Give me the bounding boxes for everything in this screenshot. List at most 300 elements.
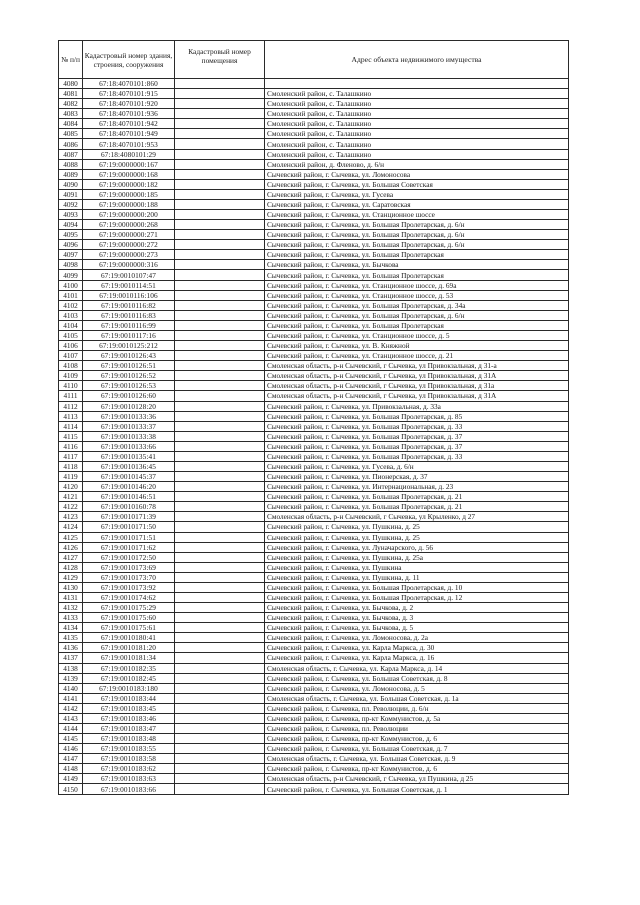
cadastral-building-cell: 67:19:0010126:52 [83, 371, 175, 381]
table-row [59, 472, 569, 482]
table-row [59, 663, 569, 673]
cadastral-building-cell: 67:19:0010172:50 [83, 552, 175, 562]
row-number-cell: 4080 [59, 79, 83, 89]
cadastral-building-cell: 67:19:0010173:70 [83, 572, 175, 582]
row-number-cell: 4114 [59, 421, 83, 431]
cadastral-building-cell: 67:19:0010183:55 [83, 744, 175, 754]
cadastral-premises-cell [175, 89, 265, 99]
row-number-cell: 4091 [59, 189, 83, 199]
header-num [59, 41, 83, 79]
table-row [59, 572, 569, 582]
cadastral-premises-cell [175, 179, 265, 189]
address-cell: Смоленская область, р-н Сычевский, г Сычевка, ул Пушкина, д 25 [265, 774, 569, 784]
table-row [59, 300, 569, 310]
table-row [59, 744, 569, 754]
table-row [59, 512, 569, 522]
row-number-cell: 4125 [59, 532, 83, 542]
table-row [59, 401, 569, 411]
row-number-cell: 4092 [59, 199, 83, 209]
address-cell: Сычевский район, г. Сычевка, ул. Большая Советская, д. 1 [265, 784, 569, 794]
cadastral-building-cell: 67:19:0010175:60 [83, 613, 175, 623]
cadastral-building-cell: 67:19:0010126:60 [83, 391, 175, 401]
cadastral-building-cell: 67:19:0000000:271 [83, 230, 175, 240]
row-number-cell: 4122 [59, 502, 83, 512]
cadastral-premises-cell [175, 592, 265, 602]
cadastral-building-cell: 67:19:0010183:47 [83, 724, 175, 734]
table-row [59, 673, 569, 683]
cadastral-premises-cell [175, 79, 265, 89]
row-number-cell: 4127 [59, 552, 83, 562]
header-address-label: Адрес объекта недвижимого имущества [351, 55, 482, 64]
cadastral-premises-cell [175, 734, 265, 744]
cadastral-building-cell: 67:19:0000000:272 [83, 240, 175, 250]
address-cell: Сычевский район, г. Сычевка, ул. Гусева [265, 189, 569, 199]
cadastral-building-cell: 67:19:0010183:63 [83, 774, 175, 784]
cadastral-building-cell: 67:18:4070101:953 [83, 139, 175, 149]
address-cell: Сычевский район, г. Сычевка, ул. Карла Маркса, д. 30 [265, 643, 569, 653]
address-cell: Сычевский район, г. Сычевка, ул. Большая Пролетарская, д. 33 [265, 451, 569, 461]
table-row [59, 724, 569, 734]
header-cad-building [83, 41, 175, 79]
address-cell: Сычевский район, г. Сычевка, ул. Большая Пролетарская, д. 6/н [265, 220, 569, 230]
address-cell: Сычевский район, г. Сычевка, ул. Большая Пролетарская, д. 85 [265, 411, 569, 421]
table-row [59, 552, 569, 562]
row-number-cell: 4104 [59, 320, 83, 330]
address-cell: Смоленский район, с. Талашкино [265, 129, 569, 139]
table-row [59, 592, 569, 602]
cadastral-building-cell: 67:19:0010173:92 [83, 582, 175, 592]
cadastral-premises-cell [175, 199, 265, 209]
cadastral-premises-cell [175, 512, 265, 522]
row-number-cell: 4135 [59, 633, 83, 643]
address-cell: Сычевский район, г. Сычевка, ул. Пионерская, д. 37 [265, 472, 569, 482]
table-row [59, 320, 569, 330]
address-cell: Смоленский район, с. Талашкино [265, 149, 569, 159]
row-number-cell: 4146 [59, 744, 83, 754]
cadastral-building-cell: 67:19:0010146:20 [83, 482, 175, 492]
address-cell: Сычевский район, г. Сычевка, ул. Карла Маркса, д. 16 [265, 653, 569, 663]
cadastral-premises-cell [175, 724, 265, 734]
address-cell: Сычевский район, г. Сычевка, ул. Большая Советская [265, 179, 569, 189]
table-row [59, 189, 569, 199]
address-cell: Сычевский район, г. Сычевка, ул. Станционное шоссе, д. 53 [265, 290, 569, 300]
table-row [59, 351, 569, 361]
cadastral-building-cell: 67:19:0010171:50 [83, 522, 175, 532]
cadastral-premises-cell [175, 582, 265, 592]
cadastral-premises-cell [175, 764, 265, 774]
cadastral-building-cell: 67:18:4070101:860 [83, 79, 175, 89]
cadastral-premises-cell [175, 643, 265, 653]
address-cell: Сычевский район, г. Сычевка, ул. Большая Пролетарская, д. 21 [265, 492, 569, 502]
header-cad-building-label: Кадастровый номер здания, строения, сооружения [84, 50, 173, 69]
cadastral-premises-cell [175, 562, 265, 572]
address-cell: Сычевский район, г. Сычевка, ул. Большая Пролетарская, д. 37 [265, 441, 569, 451]
cadastral-premises-cell [175, 381, 265, 391]
address-cell: Сычевский район, г. Сычевка, ул. Привокзальная, д. 33а [265, 401, 569, 411]
row-number-cell: 4086 [59, 139, 83, 149]
address-cell: Сычевский район, г. Сычевка, ул. Пушкина, д. 25 [265, 522, 569, 532]
cadastral-premises-cell [175, 119, 265, 129]
table-row [59, 613, 569, 623]
row-number-cell: 4118 [59, 461, 83, 471]
table-row [59, 371, 569, 381]
cadastral-premises-cell [175, 522, 265, 532]
cadastral-premises-cell [175, 703, 265, 713]
address-cell: Сычевский район, г. Сычевка, ул. Бычкова, д. 5 [265, 623, 569, 633]
row-number-cell: 4132 [59, 603, 83, 613]
table-row [59, 562, 569, 572]
row-number-cell: 4106 [59, 341, 83, 351]
table-row [59, 441, 569, 451]
cadastral-premises-cell [175, 431, 265, 441]
cadastral-premises-cell [175, 683, 265, 693]
cadastral-premises-cell [175, 461, 265, 471]
cadastral-premises-cell [175, 633, 265, 643]
table-row [59, 210, 569, 220]
cadastral-premises-cell [175, 623, 265, 633]
row-number-cell: 4145 [59, 734, 83, 744]
address-cell: Сычевский район, г. Сычевка, ул. Большая Пролетарская [265, 270, 569, 280]
table-row [59, 532, 569, 542]
row-number-cell: 4081 [59, 89, 83, 99]
row-number-cell: 4133 [59, 613, 83, 623]
table-row [59, 109, 569, 119]
row-number-cell: 4131 [59, 592, 83, 602]
cadastral-building-cell: 67:19:0010183:46 [83, 713, 175, 723]
table-row [59, 461, 569, 471]
address-cell: Смоленская область, р-н Сычевский, г Сычевка, ул Крыленко, д 27 [265, 512, 569, 522]
row-number-cell: 4117 [59, 451, 83, 461]
cadastral-building-cell: 67:19:0010107:47 [83, 270, 175, 280]
cadastral-premises-cell [175, 310, 265, 320]
cadastral-premises-cell [175, 774, 265, 784]
row-number-cell: 4110 [59, 381, 83, 391]
table-row [59, 260, 569, 270]
address-cell: Сычевский район, г. Сычевка, ул. Большая Пролетарская [265, 320, 569, 330]
address-cell: Смоленская область, р-н Сычевский, г Сычевка, ул Привокзальная, д 31А [265, 371, 569, 381]
cadastral-premises-cell [175, 572, 265, 582]
cadastral-building-cell: 67:19:0010133:37 [83, 421, 175, 431]
address-cell: Сычевский район, г. Сычевка, ул. Большая Пролетарская, д. 34а [265, 300, 569, 310]
address-cell: Сычевский район, г. Сычевка, ул. Большая Пролетарская [265, 250, 569, 260]
cadastral-building-cell: 67:19:0010183:66 [83, 784, 175, 794]
address-cell: Смоленская область, р-н Сычевский, г Сычевка, ул Привокзальная, д 31а [265, 381, 569, 391]
cadastral-premises-cell [175, 613, 265, 623]
address-cell: Сычевский район, г. Сычевка, пр-кт Коммунистов, д. 6 [265, 764, 569, 774]
address-cell: Сычевский район, г. Сычевка, ул. Станционное шоссе [265, 210, 569, 220]
cadastral-building-cell: 67:19:0000000:185 [83, 189, 175, 199]
address-cell: Сычевский район, г. Сычевка, ул. Большая Советская, д. 7 [265, 744, 569, 754]
cadastral-building-cell: 67:19:0010173:69 [83, 562, 175, 572]
address-cell: Сычевский район, г. Сычевка, ул. Бычкова, д. 3 [265, 613, 569, 623]
cadastral-premises-cell [175, 472, 265, 482]
row-number-cell: 4085 [59, 129, 83, 139]
table-row [59, 270, 569, 280]
cadastral-premises-cell [175, 99, 265, 109]
cadastral-premises-cell [175, 330, 265, 340]
table-row [59, 703, 569, 713]
cadastral-building-cell: 67:19:0010175:61 [83, 623, 175, 633]
cadastral-premises-cell [175, 532, 265, 542]
address-cell: Смоленский район, с. Талашкино [265, 139, 569, 149]
cadastral-building-cell: 67:19:0010126:53 [83, 381, 175, 391]
header-cad-premises [175, 41, 265, 79]
cadastral-building-cell: 67:19:0010182:35 [83, 663, 175, 673]
table-row [59, 89, 569, 99]
table-row [59, 250, 569, 260]
cadastral-building-cell: 67:19:0010146:51 [83, 492, 175, 502]
table-row [59, 361, 569, 371]
row-number-cell: 4142 [59, 703, 83, 713]
row-number-cell: 4148 [59, 764, 83, 774]
table-row [59, 693, 569, 703]
cadastral-building-cell: 67:19:0000000:182 [83, 179, 175, 189]
cadastral-building-cell: 67:19:0010182:45 [83, 673, 175, 683]
cadastral-building-cell: 67:19:0000000:268 [83, 220, 175, 230]
cadastral-premises-cell [175, 411, 265, 421]
row-number-cell: 4119 [59, 472, 83, 482]
table-row [59, 734, 569, 744]
cadastral-building-cell: 67:19:0010116:83 [83, 310, 175, 320]
address-cell: Сычевский район, г. Сычевка, ул. Большая Пролетарская, д. 33 [265, 421, 569, 431]
table-row [59, 79, 569, 89]
cadastral-building-cell: 67:19:0010116:99 [83, 320, 175, 330]
table-row [59, 643, 569, 653]
row-number-cell: 4090 [59, 179, 83, 189]
cadastral-building-cell: 67:19:0010160:78 [83, 502, 175, 512]
row-number-cell: 4116 [59, 441, 83, 451]
cadastral-premises-cell [175, 129, 265, 139]
row-number-cell: 4143 [59, 713, 83, 723]
address-cell: Сычевский район, г. Сычевка, ул. В. Княжной [265, 341, 569, 351]
table-row [59, 310, 569, 320]
header-address [265, 41, 569, 79]
address-cell: Смоленская область, р-н Сычевский, г Сычевка, ул Привокзальная, д 31-а [265, 361, 569, 371]
cadastral-premises-cell [175, 391, 265, 401]
row-number-cell: 4105 [59, 330, 83, 340]
row-number-cell: 4130 [59, 582, 83, 592]
row-number-cell: 4140 [59, 683, 83, 693]
address-cell: Сычевский район, г. Сычевка, ул. Луначарского, д. 56 [265, 542, 569, 552]
table-row [59, 683, 569, 693]
cadastral-building-cell: 67:19:0010183:44 [83, 693, 175, 703]
cadastral-building-cell: 67:19:0010136:45 [83, 461, 175, 471]
table-row [59, 431, 569, 441]
row-number-cell: 4111 [59, 391, 83, 401]
row-number-cell: 4103 [59, 310, 83, 320]
cadastral-building-cell: 67:19:0000000:273 [83, 250, 175, 260]
cadastral-building-cell: 67:19:0010133:38 [83, 431, 175, 441]
cadastral-building-cell: 67:19:0010180:41 [83, 633, 175, 643]
address-cell: Сычевский район, г. Сычевка, ул. Гусева, д. 6/н [265, 461, 569, 471]
table-header-row [59, 41, 569, 79]
address-cell: Смоленский район, д. Фленово, д. 6/н [265, 159, 569, 169]
row-number-cell: 4083 [59, 109, 83, 119]
table-row [59, 199, 569, 209]
address-cell: Сычевский район, г. Сычевка, пр-кт Коммунистов, д. 6 [265, 734, 569, 744]
cadastral-building-cell: 67:19:0000000:316 [83, 260, 175, 270]
cadastral-building-cell: 67:19:0010174:62 [83, 592, 175, 602]
cadastral-premises-cell [175, 270, 265, 280]
table-row [59, 633, 569, 643]
cadastral-premises-cell [175, 341, 265, 351]
cadastral-building-cell: 67:18:4070101:949 [83, 129, 175, 139]
address-cell: Сычевский район, г. Сычевка, ул. Пушкина, д. 25 [265, 532, 569, 542]
table-row [59, 129, 569, 139]
cadastral-building-cell: 67:19:0010175:29 [83, 603, 175, 613]
property-table [58, 40, 569, 795]
table-row [59, 522, 569, 532]
row-number-cell: 4098 [59, 260, 83, 270]
table-row [59, 421, 569, 431]
row-number-cell: 4129 [59, 572, 83, 582]
address-cell: Сычевский район, г. Сычевка, ул. Большая Пролетарская, д. 6/н [265, 230, 569, 240]
cadastral-building-cell: 67:18:4070101:915 [83, 89, 175, 99]
address-cell: Смоленский район, с. Талашкино [265, 89, 569, 99]
address-cell: Смоленский район, с. Талашкино [265, 119, 569, 129]
cadastral-premises-cell [175, 663, 265, 673]
table-row [59, 220, 569, 230]
table-row [59, 411, 569, 421]
cadastral-building-cell: 67:19:0000000:168 [83, 169, 175, 179]
address-cell: Сычевский район, г. Сычевка, ул. Интернациональная, д. 23 [265, 482, 569, 492]
cadastral-building-cell: 67:19:0010183:45 [83, 703, 175, 713]
cadastral-building-cell: 67:19:0010183:48 [83, 734, 175, 744]
cadastral-premises-cell [175, 159, 265, 169]
cadastral-premises-cell [175, 189, 265, 199]
cadastral-premises-cell [175, 371, 265, 381]
row-number-cell: 4147 [59, 754, 83, 764]
table-row [59, 391, 569, 401]
table-row [59, 240, 569, 250]
cadastral-premises-cell [175, 542, 265, 552]
row-number-cell: 4150 [59, 784, 83, 794]
cadastral-building-cell: 67:19:0010183:58 [83, 754, 175, 764]
table-row [59, 713, 569, 723]
address-cell: Сычевский район, г. Сычевка, пл. Революции [265, 724, 569, 734]
row-number-cell: 4101 [59, 290, 83, 300]
address-cell: Сычевский район, г. Сычевка, ул. Большая Пролетарская, д. 10 [265, 582, 569, 592]
cadastral-premises-cell [175, 492, 265, 502]
header-num-label: № п/п [61, 55, 80, 64]
row-number-cell: 4134 [59, 623, 83, 633]
row-number-cell: 4099 [59, 270, 83, 280]
row-number-cell: 4082 [59, 99, 83, 109]
cadastral-premises-cell [175, 552, 265, 562]
address-cell: Сычевский район, г. Сычевка, ул. Станционное шоссе, д. 21 [265, 351, 569, 361]
cadastral-premises-cell [175, 754, 265, 764]
row-number-cell: 4138 [59, 663, 83, 673]
row-number-cell: 4096 [59, 240, 83, 250]
table-row [59, 169, 569, 179]
table-row [59, 582, 569, 592]
address-cell: Сычевский район, г. Сычевка, ул. Саратовская [265, 199, 569, 209]
cadastral-premises-cell [175, 713, 265, 723]
address-cell: Смоленский район, с. Талашкино [265, 99, 569, 109]
cadastral-premises-cell [175, 230, 265, 240]
cadastral-premises-cell [175, 421, 265, 431]
cadastral-premises-cell [175, 300, 265, 310]
cadastral-building-cell: 67:19:0010128:20 [83, 401, 175, 411]
address-cell: Сычевский район, г. Сычевка, пр-кт Коммунистов, д. 5а [265, 713, 569, 723]
cadastral-building-cell: 67:19:0010126:51 [83, 361, 175, 371]
row-number-cell: 4144 [59, 724, 83, 734]
address-cell: Сычевский район, г. Сычевка, ул. Большая Пролетарская, д. 12 [265, 592, 569, 602]
cadastral-building-cell: 67:19:0010145:37 [83, 472, 175, 482]
table-row [59, 542, 569, 552]
header-cad-premises-label: Кадастровый номер помещения [188, 47, 251, 65]
cadastral-building-cell: 67:19:0010181:34 [83, 653, 175, 663]
cadastral-building-cell: 67:19:0010114:51 [83, 280, 175, 290]
address-cell: Сычевский район, г. Сычевка, ул. Большая Пролетарская, д. 37 [265, 431, 569, 441]
table-row [59, 774, 569, 784]
cadastral-premises-cell [175, 401, 265, 411]
row-number-cell: 4128 [59, 562, 83, 572]
row-number-cell: 4136 [59, 643, 83, 653]
table-row [59, 764, 569, 774]
table-row [59, 230, 569, 240]
cadastral-building-cell: 67:19:0010183:180 [83, 683, 175, 693]
table-row [59, 159, 569, 169]
row-number-cell: 4123 [59, 512, 83, 522]
table-row [59, 280, 569, 290]
cadastral-building-cell: 67:18:4070101:920 [83, 99, 175, 109]
cadastral-premises-cell [175, 290, 265, 300]
cadastral-premises-cell [175, 169, 265, 179]
cadastral-building-cell: 67:19:0000000:200 [83, 210, 175, 220]
address-cell: Сычевский район, г. Сычевка, ул. Большая Советская, д. 8 [265, 673, 569, 683]
cadastral-building-cell: 67:19:0010126:43 [83, 351, 175, 361]
cadastral-building-cell: 67:19:0010117:16 [83, 330, 175, 340]
cadastral-premises-cell [175, 260, 265, 270]
cadastral-premises-cell [175, 210, 265, 220]
cadastral-building-cell: 67:19:0010171:62 [83, 542, 175, 552]
cadastral-building-cell: 67:19:0010171:39 [83, 512, 175, 522]
address-cell: Смоленский район, с. Талашкино [265, 109, 569, 119]
row-number-cell: 4139 [59, 673, 83, 683]
table-row [59, 119, 569, 129]
table-row [59, 492, 569, 502]
cadastral-premises-cell [175, 250, 265, 260]
cadastral-building-cell: 67:19:0010116:82 [83, 300, 175, 310]
address-cell: Сычевский район, г. Сычевка, ул. Бычкова [265, 260, 569, 270]
row-number-cell: 4109 [59, 371, 83, 381]
address-cell: Сычевский район, г. Сычевка, ул. Ломоносова [265, 169, 569, 179]
table-row [59, 290, 569, 300]
cadastral-premises-cell [175, 653, 265, 663]
address-cell: Сычевский район, г. Сычевка, ул. Ломоносова, д. 5 [265, 683, 569, 693]
row-number-cell: 4087 [59, 149, 83, 159]
row-number-cell: 4097 [59, 250, 83, 260]
cadastral-premises-cell [175, 441, 265, 451]
cadastral-premises-cell [175, 673, 265, 683]
table-body [59, 79, 569, 795]
address-cell: Сычевский район, г. Сычевка, ул. Большая Пролетарская, д. 21 [265, 502, 569, 512]
cadastral-building-cell: 67:18:4080101:29 [83, 149, 175, 159]
address-cell: Сычевский район, г. Сычевка, ул. Большая Пролетарская, д. 6/н [265, 240, 569, 250]
cadastral-building-cell: 67:19:0010181:20 [83, 643, 175, 653]
row-number-cell: 4108 [59, 361, 83, 371]
cadastral-premises-cell [175, 240, 265, 250]
row-number-cell: 4126 [59, 542, 83, 552]
row-number-cell: 4084 [59, 119, 83, 129]
cadastral-premises-cell [175, 693, 265, 703]
cadastral-building-cell: 67:19:0010135:41 [83, 451, 175, 461]
cadastral-premises-cell [175, 320, 265, 330]
row-number-cell: 4102 [59, 300, 83, 310]
address-cell: Сычевский район, г. Сычевка, ул. Пушкина, д. 25а [265, 552, 569, 562]
row-number-cell: 4115 [59, 431, 83, 441]
